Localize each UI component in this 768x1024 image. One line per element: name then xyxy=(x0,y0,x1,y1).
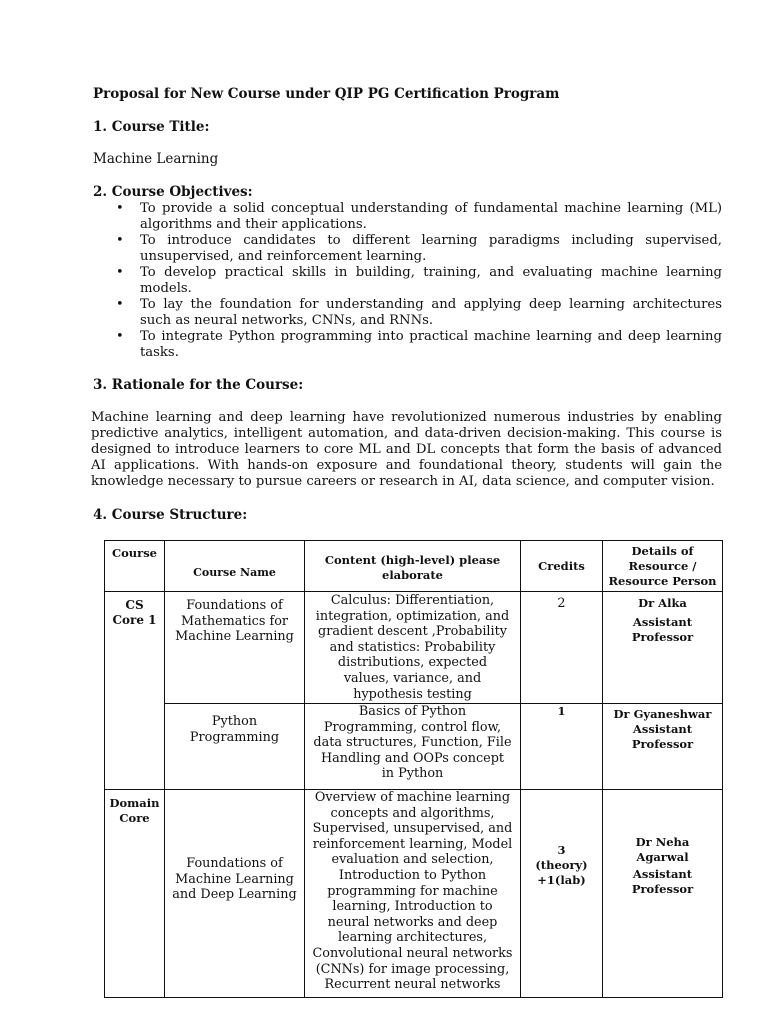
row-course: CS Core 1 xyxy=(105,592,165,790)
row-credits: 1 xyxy=(521,704,603,790)
row-content: Basics of Python Programming, control flow, data structures, Function, File Handling and OOPs concept in Python xyxy=(305,704,521,790)
objective-item: • To develop practical skills in building, training, and evaluating machine learning models. xyxy=(116,265,722,297)
resource-name: Dr Neha Agarwal xyxy=(635,834,690,864)
row-content: Calculus: Differentiation, integration, optimization, and gradient descent ,Probability and statistics: Probability distributions, expected values, variance, and hypothesis testing xyxy=(305,592,521,704)
table-row xyxy=(105,790,723,998)
objective-item: • To introduce candidates to different learning paradigms including supervised, unsupervised, and reinforcement learning. xyxy=(116,233,722,265)
resource-title: Assistant Professor xyxy=(631,615,694,644)
header-course-name: Course Name xyxy=(165,541,305,592)
row-credits: 3 (theory) +1(lab) xyxy=(521,790,603,998)
table-row xyxy=(105,704,723,790)
rationale-heading: 3. Rationale for the Course: xyxy=(93,377,304,393)
row-course-name: Foundations of Machine Learning and Deep Learning xyxy=(165,790,305,998)
row-credits: 2 xyxy=(521,592,603,704)
rationale-paragraph: Machine learning and deep learning have revolutionized numerous industries by enabling predictive analytics, intelligent automation, and data-driven decision-making. This course is designed to introduce learners to core ML and DL concepts that form the basis of advanced AI applications. With hands-on exposure and foundational theory, students will gain the knowledge necessary to pursue careers or research in AI, data science, and computer vision. xyxy=(91,410,722,489)
header-credits: Credits xyxy=(521,541,603,592)
row-course-name: Foundations of Mathematics for Machine Learning xyxy=(165,592,305,704)
objective-item: • To lay the foundation for understanding and applying deep learning architectures such as neural networks, CNNs, and RNNs. xyxy=(116,297,722,329)
row-course: Domain Core xyxy=(105,790,165,998)
table-header-row xyxy=(105,541,723,592)
row-resource xyxy=(603,790,723,998)
resource-name: Dr Gyaneshwar xyxy=(613,707,712,721)
resource-title: Assistant Professor xyxy=(631,866,694,896)
objectives-list xyxy=(116,201,722,361)
header-content: Content (high-level) please elaborate xyxy=(305,541,521,592)
resource-title: Assistant Professor xyxy=(631,722,694,751)
table-row xyxy=(105,592,723,704)
course-title-value: Machine Learning xyxy=(93,151,219,167)
row-content: Overview of machine learning concepts and algorithms, Supervised, unsupervised, and reinforcement learning, Model evaluation and selection, Introduction to Python programming for machine learning, Introduction to neural networks and deep learning architectures, Convolutional neural networks (CNNs) for image processing, Recurrent neural networks xyxy=(305,790,521,998)
structure-heading: 4. Course Structure: xyxy=(93,507,248,523)
header-course: Course xyxy=(105,541,165,592)
course-title-heading: 1. Course Title: xyxy=(93,119,210,135)
row-resource xyxy=(603,704,723,790)
header-resource: Details of Resource / Resource Person xyxy=(603,541,723,592)
document-title: Proposal for New Course under QIP PG Certification Program xyxy=(93,86,560,102)
objectives-heading: 2. Course Objectives: xyxy=(93,184,253,200)
row-resource xyxy=(603,592,723,704)
row-course-name: Python Programming xyxy=(165,704,305,790)
objective-item: • To provide a solid conceptual understanding of fundamental machine learning (ML) algorithms and their applications. xyxy=(116,201,722,233)
objective-item: • To integrate Python programming into practical machine learning and deep learning tasks. xyxy=(116,329,722,361)
resource-name: Dr Alka xyxy=(638,596,687,610)
course-structure-table xyxy=(104,540,723,998)
